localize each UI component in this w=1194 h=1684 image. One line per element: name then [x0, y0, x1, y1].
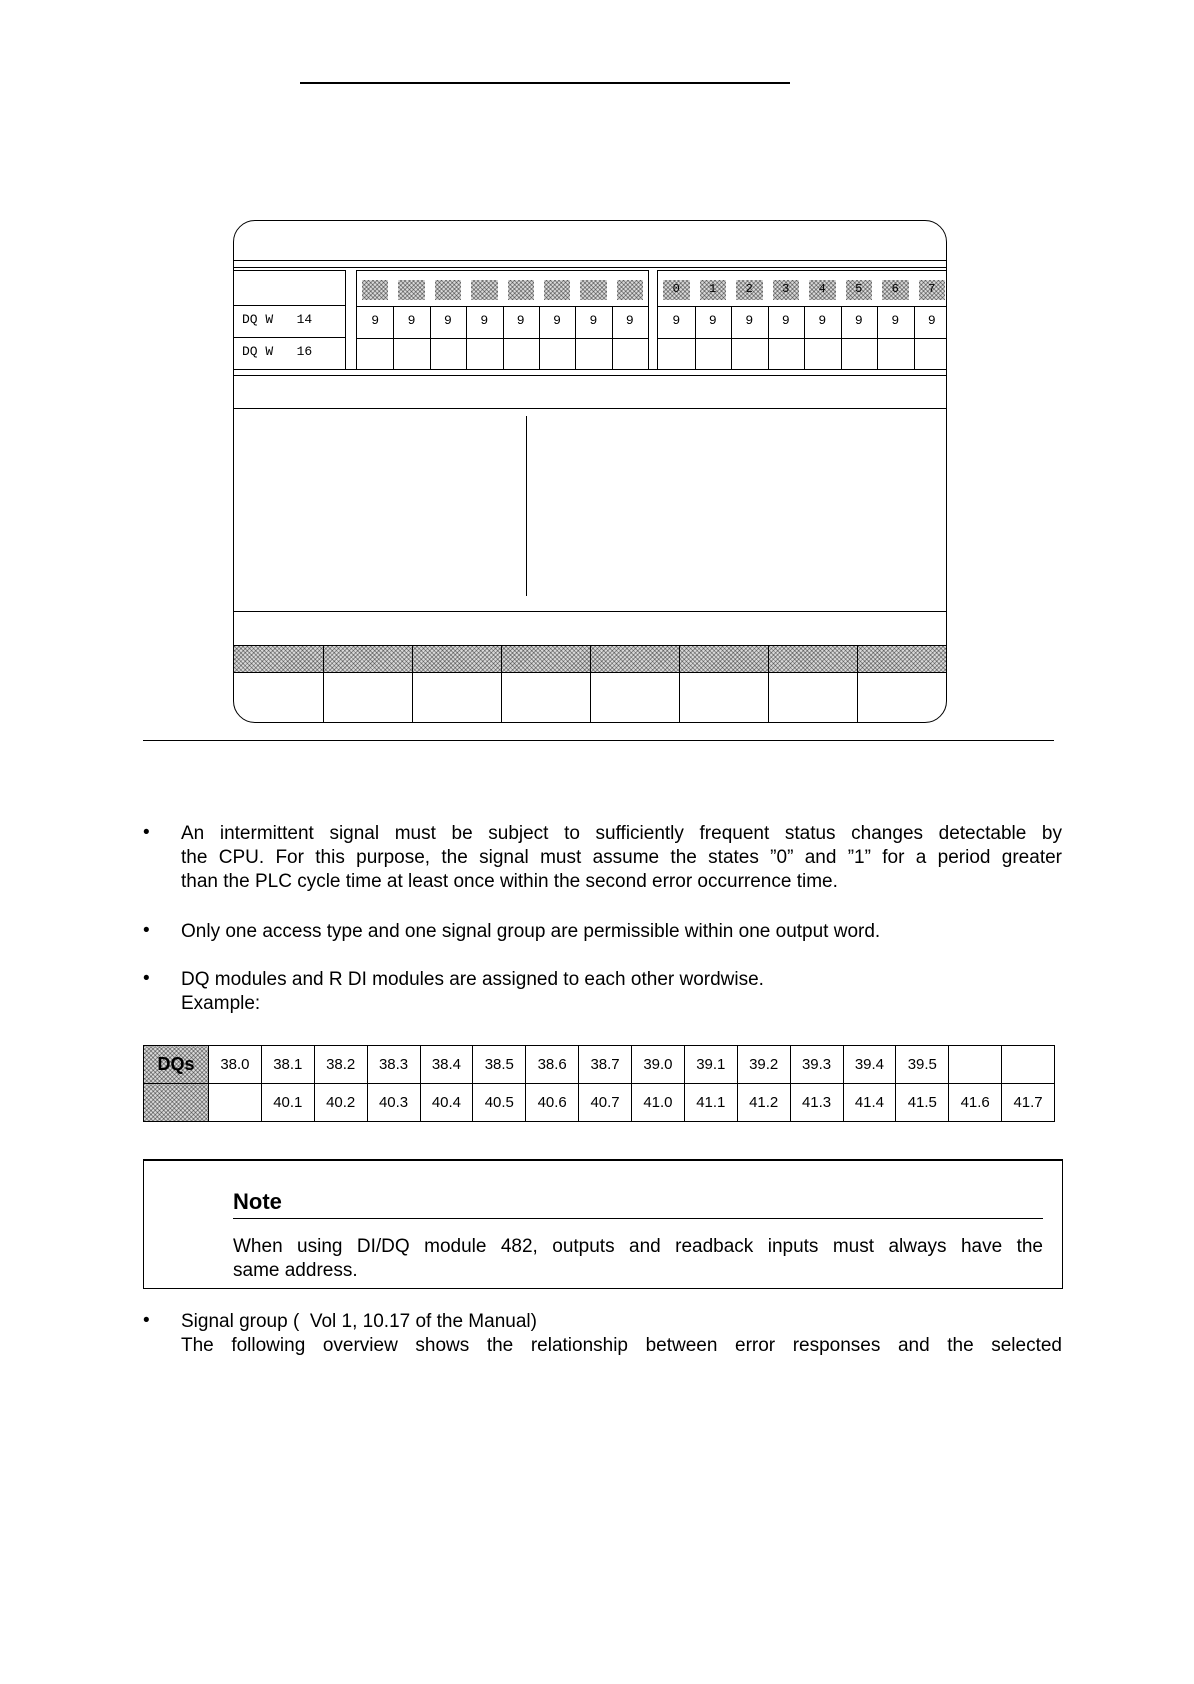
- note-line: When using DI/DQ module 482, outputs and readback inputs must always have the: [233, 1236, 1043, 1257]
- text-line: than the PLC cycle time at least once within the second error occurrence time.: [181, 871, 838, 892]
- bit-status-cell[interactable]: 9: [516, 313, 525, 328]
- bullet-marker: •: [143, 920, 150, 941]
- text-line: DQ modules and R DI modules are assigned to each other wordwise.: [181, 969, 764, 990]
- bit-status-cell[interactable]: 9: [672, 313, 681, 328]
- address-cell: 40.2: [314, 1084, 367, 1122]
- address-cell: 38.5: [473, 1046, 526, 1084]
- high-byte-grid: [356, 270, 649, 369]
- bit-status-cell[interactable]: 9: [444, 313, 452, 328]
- softkey-divider: [412, 645, 413, 723]
- low-byte-grid: [657, 270, 947, 369]
- bullet-marker: •: [143, 822, 150, 843]
- bit-status-cell[interactable]: 9: [927, 313, 936, 328]
- address-cell: 38.1: [261, 1046, 314, 1084]
- softkey-divider: [590, 645, 591, 723]
- bit-status-cell[interactable]: 9: [407, 313, 416, 328]
- example-table: [143, 1045, 1055, 1122]
- address-cell: 41.5: [896, 1084, 949, 1122]
- divider: [234, 408, 946, 409]
- bit-number: 5: [855, 282, 863, 296]
- note-text: [233, 1235, 1043, 1283]
- bit-status-cell[interactable]: 9: [854, 313, 863, 328]
- softkey-divider: [679, 645, 680, 723]
- address-cell: 41.7: [1002, 1084, 1055, 1122]
- address-cell: 40.7: [579, 1084, 632, 1122]
- bit-status-cell[interactable]: 9: [891, 313, 900, 328]
- table-row: [144, 1084, 1055, 1122]
- vertical-divider: [526, 416, 527, 596]
- address-cell: [1002, 1046, 1055, 1084]
- bit-number: 3: [782, 282, 790, 296]
- address-cell: 41.6: [949, 1084, 1002, 1122]
- divider: [234, 305, 346, 306]
- row-divider: [357, 306, 648, 307]
- address-cell: 38.7: [579, 1046, 632, 1084]
- bit-status-cell[interactable]: 9: [589, 313, 598, 328]
- row-divider: [357, 338, 648, 339]
- bit-number: 4: [818, 282, 826, 296]
- bit-header-cell: [617, 280, 643, 300]
- address-cell: [209, 1084, 262, 1122]
- divider: [234, 369, 946, 370]
- bit-header-cell: [471, 280, 497, 300]
- address-cell: 41.1: [684, 1084, 737, 1122]
- address-cell: 40.1: [261, 1084, 314, 1122]
- address-cell: 38.6: [526, 1046, 579, 1084]
- divider: [234, 260, 946, 261]
- bit-status-cell[interactable]: 9: [745, 313, 754, 328]
- row-label-dqw16: DQ W 16: [242, 344, 313, 359]
- bullet-paragraph-2: [181, 920, 1062, 944]
- bit-number: 0: [672, 282, 680, 296]
- bit-status-cell[interactable]: 9: [781, 313, 790, 328]
- divider: [234, 267, 946, 268]
- address-cell: 38.2: [314, 1046, 367, 1084]
- note-line: same address.: [233, 1260, 358, 1281]
- bit-status-cell[interactable]: 9: [708, 313, 717, 328]
- address-cell: 39.3: [790, 1046, 843, 1084]
- address-cell: 38.4: [420, 1046, 473, 1084]
- address-cell: 41.4: [843, 1084, 896, 1122]
- bit-status-cell[interactable]: 9: [480, 313, 489, 328]
- bullet-paragraph-3: [181, 968, 1062, 1016]
- bit-header-cell: [508, 280, 534, 300]
- softkey-divider: [323, 645, 324, 723]
- address-cell: 39.1: [684, 1046, 737, 1084]
- address-cell: 41.0: [632, 1084, 685, 1122]
- bullet-paragraph-4: [181, 1310, 1062, 1358]
- bit-number: 2: [745, 282, 753, 296]
- note-box: [143, 1159, 1063, 1289]
- softkey-divider: [501, 645, 502, 723]
- divider: [234, 611, 946, 612]
- divider: [234, 375, 946, 376]
- bit-number: 6: [891, 282, 899, 296]
- bit-status-cell[interactable]: 9: [625, 313, 634, 328]
- address-cell: 38.0: [209, 1046, 262, 1084]
- bit-status-cell[interactable]: 9: [371, 313, 380, 328]
- bullet-paragraph-1: [181, 822, 1062, 894]
- bit-number: 1: [709, 282, 717, 296]
- address-cell: 39.2: [737, 1046, 790, 1084]
- bit-header-cell: [398, 280, 424, 300]
- text-line: the CPU. For this purpose, the signal must assume the states ”0” and ”1” for a period greater: [181, 847, 1062, 868]
- address-cell: [949, 1046, 1002, 1084]
- bit-header-cell: [435, 280, 461, 300]
- header-rule: [300, 82, 790, 84]
- address-cell: 40.5: [473, 1084, 526, 1122]
- softkey-divider: [857, 645, 858, 723]
- address-cell: 39.0: [632, 1046, 685, 1084]
- row-divider: [658, 338, 947, 339]
- text-line: Signal group ( Vol 1, 10.17 of the Manual): [181, 1311, 537, 1332]
- screen-form: [233, 220, 947, 723]
- row-divider: [658, 306, 947, 307]
- bit-status-cell[interactable]: 9: [553, 313, 561, 328]
- table-row: [144, 1046, 1055, 1084]
- text-line: The following overview shows the relationship between error responses and the selected: [181, 1335, 1062, 1356]
- address-cell: 39.5: [896, 1046, 949, 1084]
- bit-header-cell: [362, 280, 388, 300]
- row-label-dqw14: DQ W 14: [242, 312, 313, 327]
- bit-status-cell[interactable]: 9: [818, 313, 827, 328]
- note-title: Note: [233, 1189, 282, 1214]
- text-line: An intermittent signal must be subject to sufficiently frequent status changes detectable by: [181, 823, 1062, 844]
- text-line: Only one access type and one signal group are permissible within one output word.: [181, 921, 881, 942]
- figure-bottom-rule: [143, 740, 1054, 741]
- address-cell: 41.2: [737, 1084, 790, 1122]
- address-cell: 41.3: [790, 1084, 843, 1122]
- divider: [234, 337, 346, 338]
- bit-header-cell: [580, 280, 606, 300]
- row-label-blank: [144, 1084, 209, 1122]
- text-line: Example:: [181, 993, 261, 1014]
- bit-number: 7: [928, 282, 936, 296]
- address-cell: 39.4: [843, 1046, 896, 1084]
- bullet-marker: •: [143, 1310, 150, 1331]
- address-cell: 40.6: [526, 1084, 579, 1122]
- address-cell: 40.3: [367, 1084, 420, 1122]
- row-label-dqs: DQs: [144, 1046, 209, 1084]
- note-rule: [233, 1218, 1043, 1219]
- address-cell: 38.3: [367, 1046, 420, 1084]
- bullet-marker: •: [143, 968, 150, 989]
- address-cell: 40.4: [420, 1084, 473, 1122]
- bit-header-cell: [544, 280, 570, 300]
- softkey-divider: [768, 645, 769, 723]
